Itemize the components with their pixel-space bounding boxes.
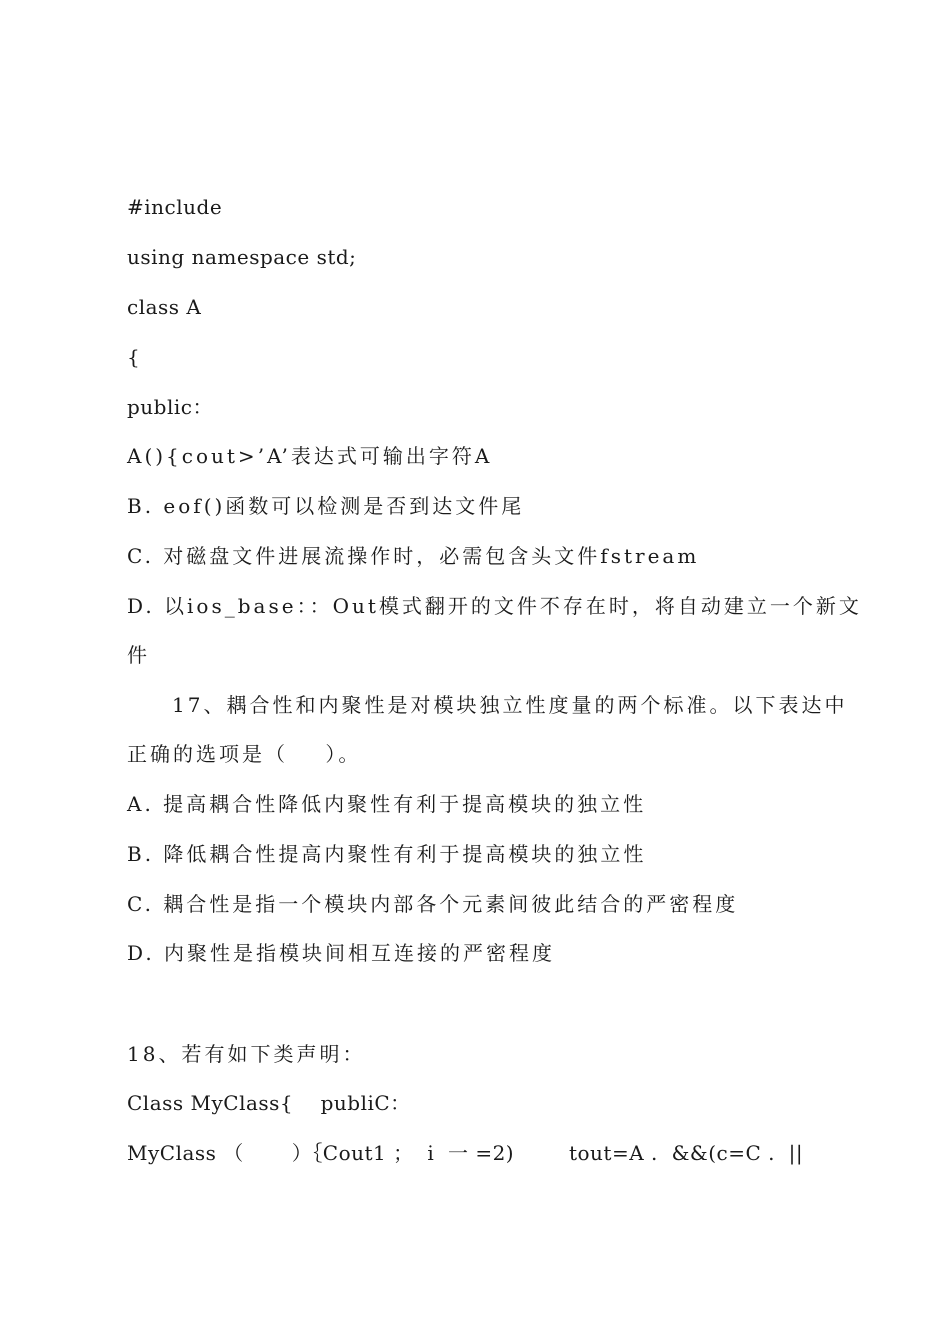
question-18-class-line: Class MyClass{ publiC： (127, 1091, 411, 1115)
option-c-fstream: C. 对磁盘文件进展流操作时，必需包含头文件fstream (127, 544, 700, 568)
question-18-stem: 18、若有如下类声明： (127, 1042, 366, 1066)
question-17-option-a: A. 提高耦合性降低内聚性有利于提高模块的独立性 (127, 792, 647, 816)
code-line-open-brace: { (127, 345, 141, 369)
option-d-continuation: 件 (127, 643, 150, 667)
question-17-option-b: B. 降低耦合性提高内聚性有利于提高模块的独立性 (127, 842, 647, 866)
option-a-constructor: A(){cout>’A’表达式可输出字符A (127, 444, 493, 468)
question-17-stem-continuation: 正确的选项是（ ）。 (127, 742, 362, 766)
option-b-eof: B. eof()函数可以检测是否到达文件尾 (127, 494, 525, 518)
question-17-option-c: C. 耦合性是指一个模块内部各个元素间彼此结合的严密程度 (127, 892, 739, 916)
code-line-class-declaration: class A (127, 295, 202, 319)
code-line-public: public： (127, 395, 213, 419)
option-d-ios-base: D. 以ios_base：：Out模式翻开的文件不存在时，将自动建立一个新文 (127, 594, 862, 618)
code-line-using-namespace: using namespace std; (127, 245, 357, 269)
question-18-constructor-line: MyClass （ ）｛Cout1 ； i 一 =2) tout=A . &&(c=C . || (127, 1141, 804, 1165)
code-line-include: #include (127, 195, 223, 219)
question-17-stem: 17、耦合性和内聚性是对模块独立性度量的两个标准。以下表达中 (172, 693, 848, 717)
question-17-option-d: D. 内聚性是指模块间相互连接的严密程度 (127, 941, 556, 965)
